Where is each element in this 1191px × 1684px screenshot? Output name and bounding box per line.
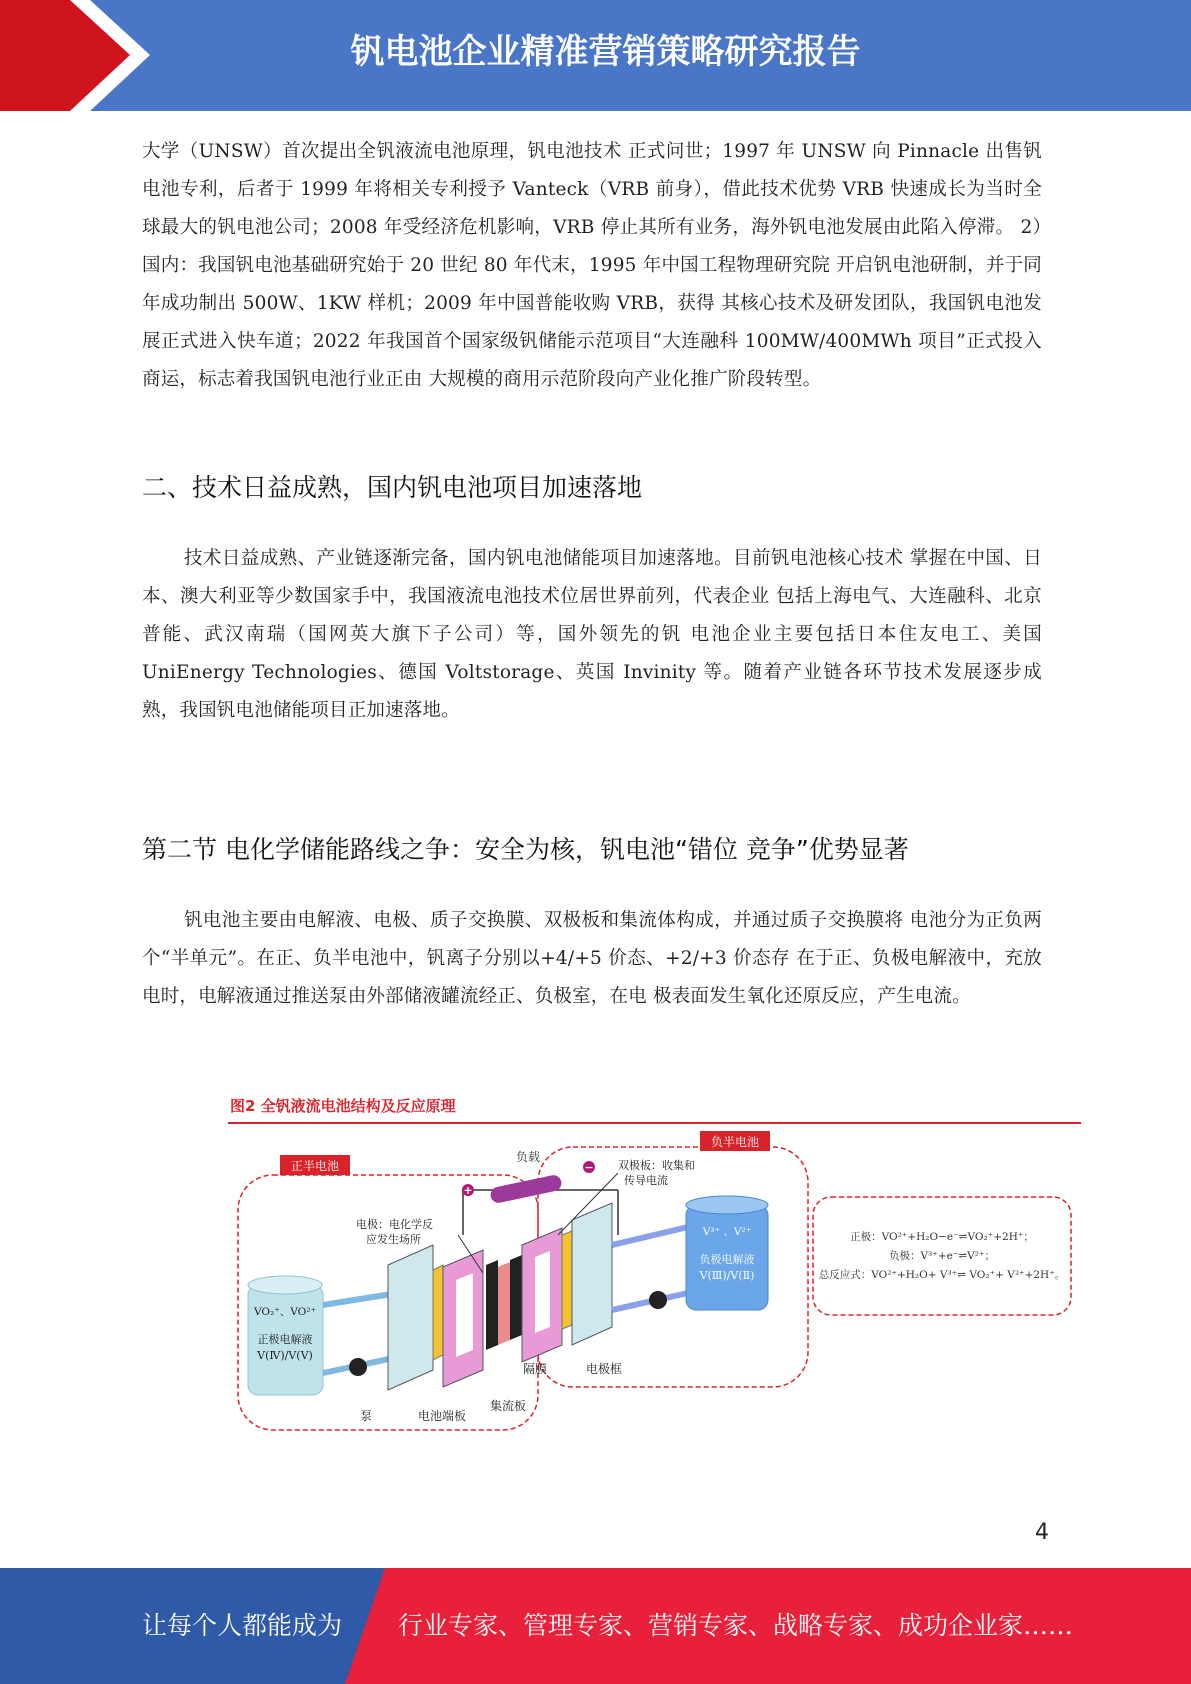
footer-slogan-right: 行业专家、管理专家、营销专家、战略专家、成功企业家…… — [398, 1611, 1074, 1640]
footer-slogan-left: 让每个人都能成为 — [142, 1611, 343, 1640]
section-heading-1: 二、技术日益成熟，国内钒电池项目加速落地 — [142, 473, 643, 502]
end-plate-label: 电池端板 — [418, 1409, 467, 1423]
page-footer — [0, 1568, 1191, 1684]
bipolar-plate-label: 双极板：收集和 — [618, 1159, 695, 1172]
svg-text:+: + — [463, 1184, 473, 1197]
figure-caption: 图2 全钒液流电池结构及反应原理 — [230, 1097, 456, 1115]
negative-ions-label: V³⁺ 、V²⁺ — [702, 1226, 752, 1238]
positive-tank-valence: V(Ⅳ)/V(Ⅴ) — [257, 1349, 313, 1362]
pump-right-icon — [649, 1291, 667, 1309]
membrane-label: 隔膜 — [523, 1362, 548, 1376]
pos-half-label: 正半电池 — [290, 1159, 340, 1173]
section-heading-2: 第二节 电化学储能路线之争：安全为核，钒电池“错位 竞争”优势显著 — [142, 835, 909, 864]
collector-plate-label: 集流板 — [490, 1399, 527, 1413]
electrode-frame-label: 电极框 — [586, 1362, 623, 1376]
vrb-diagram — [228, 1095, 1083, 1435]
negative-tank-label: 负极电解液 — [699, 1253, 755, 1266]
membrane-plate — [498, 1262, 510, 1345]
paragraph-domestic-projects: 技术日益成熟、产业链逐渐完备，国内钒电池储能项目加速落地。目前钒电池核心技术 掌握在中国、日本、澳大利亚等少数国家手中，我国液流电池技术位居世界前列，代表企业 包括上海电气、大连融科、北京普能、武汉南瑞（国网英大旗下子公司）等，国外领先的钒 电池企业主要包括日本住友电工、美国 UniEnergy Technologies、德国 Voltstorage、英国 Invinity 等。随着产业链各环节技术发展逐步成熟，我国钒电池储能项目正加速落地。 — [142, 548, 1042, 721]
electrode-label-line2: 应发生场所 — [366, 1233, 421, 1246]
equation-negative: 负极：V³⁺+e⁻⇌V²⁺； — [888, 1250, 996, 1262]
end-plate-left — [388, 1245, 433, 1390]
load-resistor — [489, 1174, 563, 1205]
pump-left-icon — [349, 1358, 367, 1376]
bipolar-plate-label-line2: 传导电流 — [624, 1174, 668, 1187]
figure-vrb-structure — [228, 1095, 1083, 1435]
equation-positive: 正极：VO²⁺+H₂O−e⁻⇌VO₂⁺+2H⁺； — [850, 1231, 1034, 1243]
pump-label: 泵 — [359, 1409, 373, 1423]
page-number: 4 — [1035, 1520, 1049, 1545]
neg-half-label: 负半电池 — [710, 1135, 760, 1149]
paragraph-battery-structure: 钒电池主要由电解液、电极、质子交换膜、双极板和集流体构成，并通过质子交换膜将 电池分为正负两个“半单元”。在正、负半电池中，钒离子分别以+4/+5 价态、+2/+3 价态存 在于正、负极电解液中，充放电时，电解液通过推送泵由外部储液罐流经正、负极室，在电 极表面发生氧化还原反应，产生电流。 — [142, 910, 1042, 1007]
paragraph-history: 大学（UNSW）首次提出全钒液流电池原理，钒电池技术 正式问世；1997 年 UNSW 向 Pinnacle 出售钒电池专利，后者于 1999 年将相关专利授予 Vanteck（VRB 前身），借此技术优势 VRB 快速成长为当时全球最大的钒电池公司；2008 年受经济危机影响，VRB 停止其所有业务，海外钒电池发展由此陷入停滞。 2）国内：我国钒电池基础研究始于 20 世纪 80 年代末，1995 年中国工程物理研究院 开启钒电池研制，并于同年成功制出 500W、1KW 样机；2009 年中国普能收购 VRB，获得 其核心技术及研发团队，我国钒电池发展正式进入快车道；2022 年我国首个国家级钒储能示范项目“大连融科 100MW/400MWh 项目”正式投入商运，标志着我国钒电池行业正由 大规模的商用示范阶段向产业化推广阶段转型。 — [142, 141, 1042, 390]
document-title: 钒电池企业精准营销策略研究报告 — [350, 32, 861, 72]
end-plate-right — [572, 1203, 612, 1345]
page-header — [0, 0, 1191, 111]
positive-ions-label: VO₂⁺、VO²⁺ — [253, 1306, 317, 1318]
svg-text:−: − — [584, 1161, 594, 1174]
equation-total: 总反应式：VO²⁺+H₂O+ V³⁺⇌ VO₂⁺+ V²⁺+2H⁺。 — [818, 1269, 1066, 1281]
negative-tank-valence: V(Ⅲ)/V(Ⅱ) — [699, 1269, 755, 1282]
load-label: 负载 — [515, 1150, 541, 1164]
electrode-label: 电极：电化学反 — [356, 1218, 433, 1231]
positive-tank-label: 正极电解液 — [257, 1333, 313, 1346]
